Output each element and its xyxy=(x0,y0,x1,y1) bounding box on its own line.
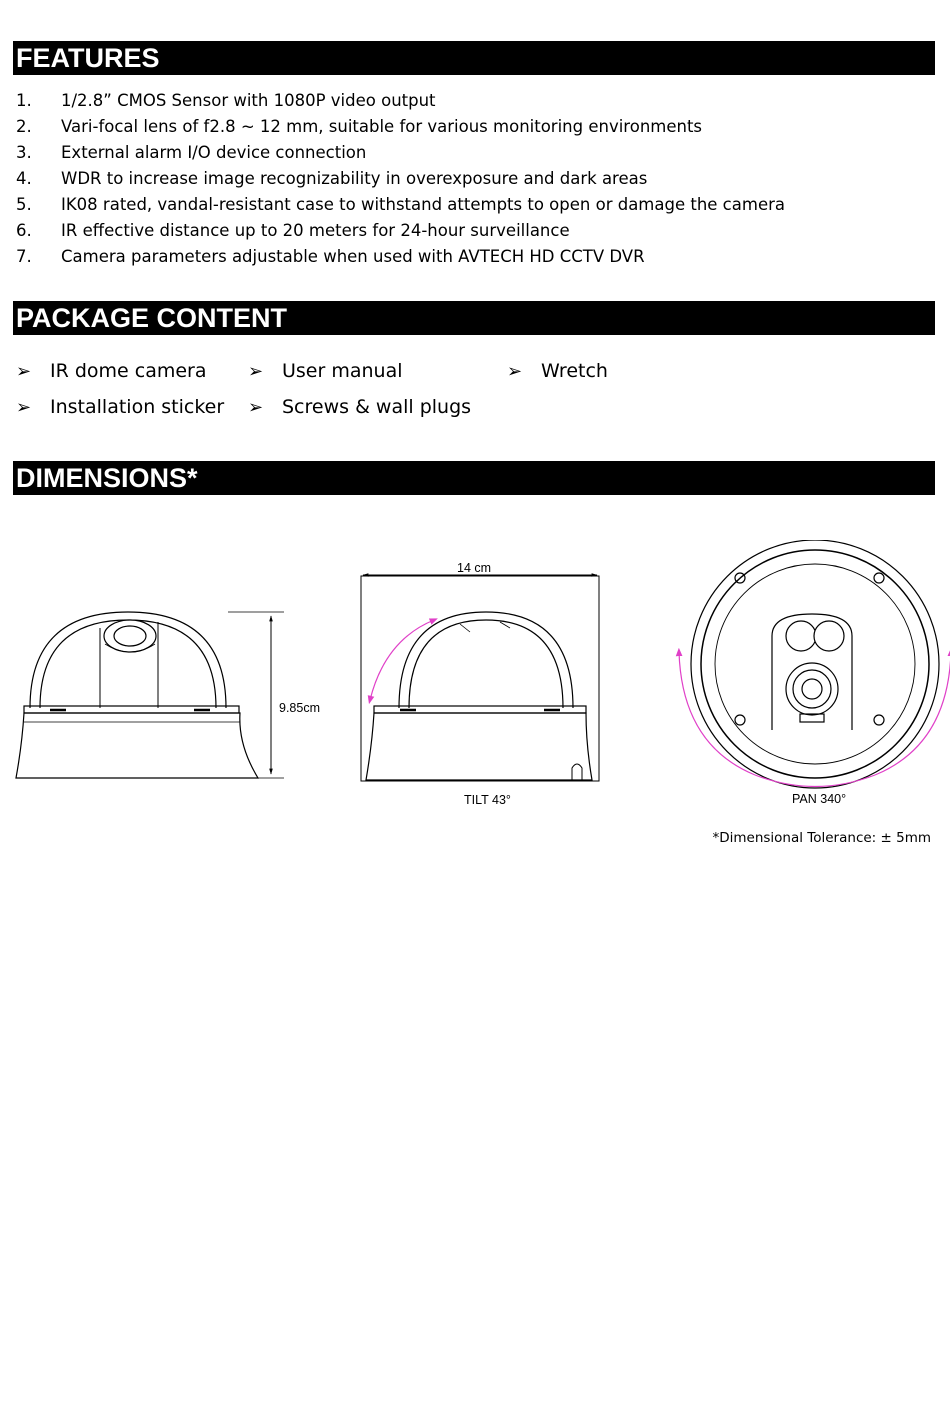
package-item xyxy=(507,358,608,385)
package-item xyxy=(248,394,471,421)
feature-item xyxy=(16,88,936,114)
feature-text: IK08 rated, vandal-resistant case to withstand attempts to open or damage the camera xyxy=(61,195,785,214)
pan-view-diagram xyxy=(679,540,950,788)
feature-number: 3. xyxy=(16,143,32,162)
package-item-label: User manual xyxy=(282,360,403,382)
arrow-bullet-icon: ➢ xyxy=(507,361,523,382)
package-item-label: Installation sticker xyxy=(50,396,225,418)
side-view-diagram xyxy=(16,612,284,778)
arrow-bullet-icon: ➢ xyxy=(248,397,264,418)
dimensional-tolerance-note: *Dimensional Tolerance: ± 5mm xyxy=(712,830,931,846)
package-item-label: Wretch xyxy=(541,360,608,382)
feature-text: External alarm I/O device connection xyxy=(61,143,367,162)
feature-item xyxy=(16,166,936,192)
feature-number: 1. xyxy=(16,91,32,110)
tilt-view-diagram xyxy=(361,575,599,781)
dimensions-heading: DIMENSIONS* xyxy=(13,461,935,495)
feature-item xyxy=(16,244,936,270)
feature-item xyxy=(16,114,936,140)
feature-item xyxy=(16,218,936,244)
feature-text: IR effective distance up to 20 meters for 24-hour surveillance xyxy=(61,221,570,240)
feature-number: 5. xyxy=(16,195,32,214)
feature-text: WDR to increase image recognizability in overexposure and dark areas xyxy=(61,169,648,188)
features-heading: FEATURES xyxy=(13,41,935,75)
pan-label: PAN 340° xyxy=(792,792,847,806)
arrow-bullet-icon: ➢ xyxy=(16,397,32,418)
height-dimension-label: 9.85cm xyxy=(279,701,320,715)
package-item-label: Screws & wall plugs xyxy=(282,396,472,418)
package-heading: PACKAGE CONTENT xyxy=(13,301,935,335)
dimension-diagrams xyxy=(0,540,950,820)
arrow-bullet-icon: ➢ xyxy=(248,361,264,382)
package-item xyxy=(16,358,207,385)
package-item-label: IR dome camera xyxy=(50,360,207,382)
width-dimension-label: 14 cm xyxy=(457,561,492,575)
arrow-bullet-icon: ➢ xyxy=(16,361,32,382)
package-item xyxy=(16,394,224,421)
feature-item xyxy=(16,140,936,166)
tilt-label: TILT 43° xyxy=(464,793,511,807)
feature-number: 4. xyxy=(16,169,32,188)
feature-number: 6. xyxy=(16,221,32,240)
feature-number: 7. xyxy=(16,247,32,266)
feature-number: 2. xyxy=(16,117,32,136)
feature-text: Vari-focal lens of f2.8 ~ 12 mm, suitable for various monitoring environments xyxy=(61,117,703,136)
feature-text: Camera parameters adjustable when used with AVTECH HD CCTV DVR xyxy=(61,247,645,266)
features-list xyxy=(16,88,936,270)
feature-item xyxy=(16,192,936,218)
package-item xyxy=(248,358,403,385)
feature-text: 1/2.8” CMOS Sensor with 1080P video output xyxy=(61,91,436,110)
